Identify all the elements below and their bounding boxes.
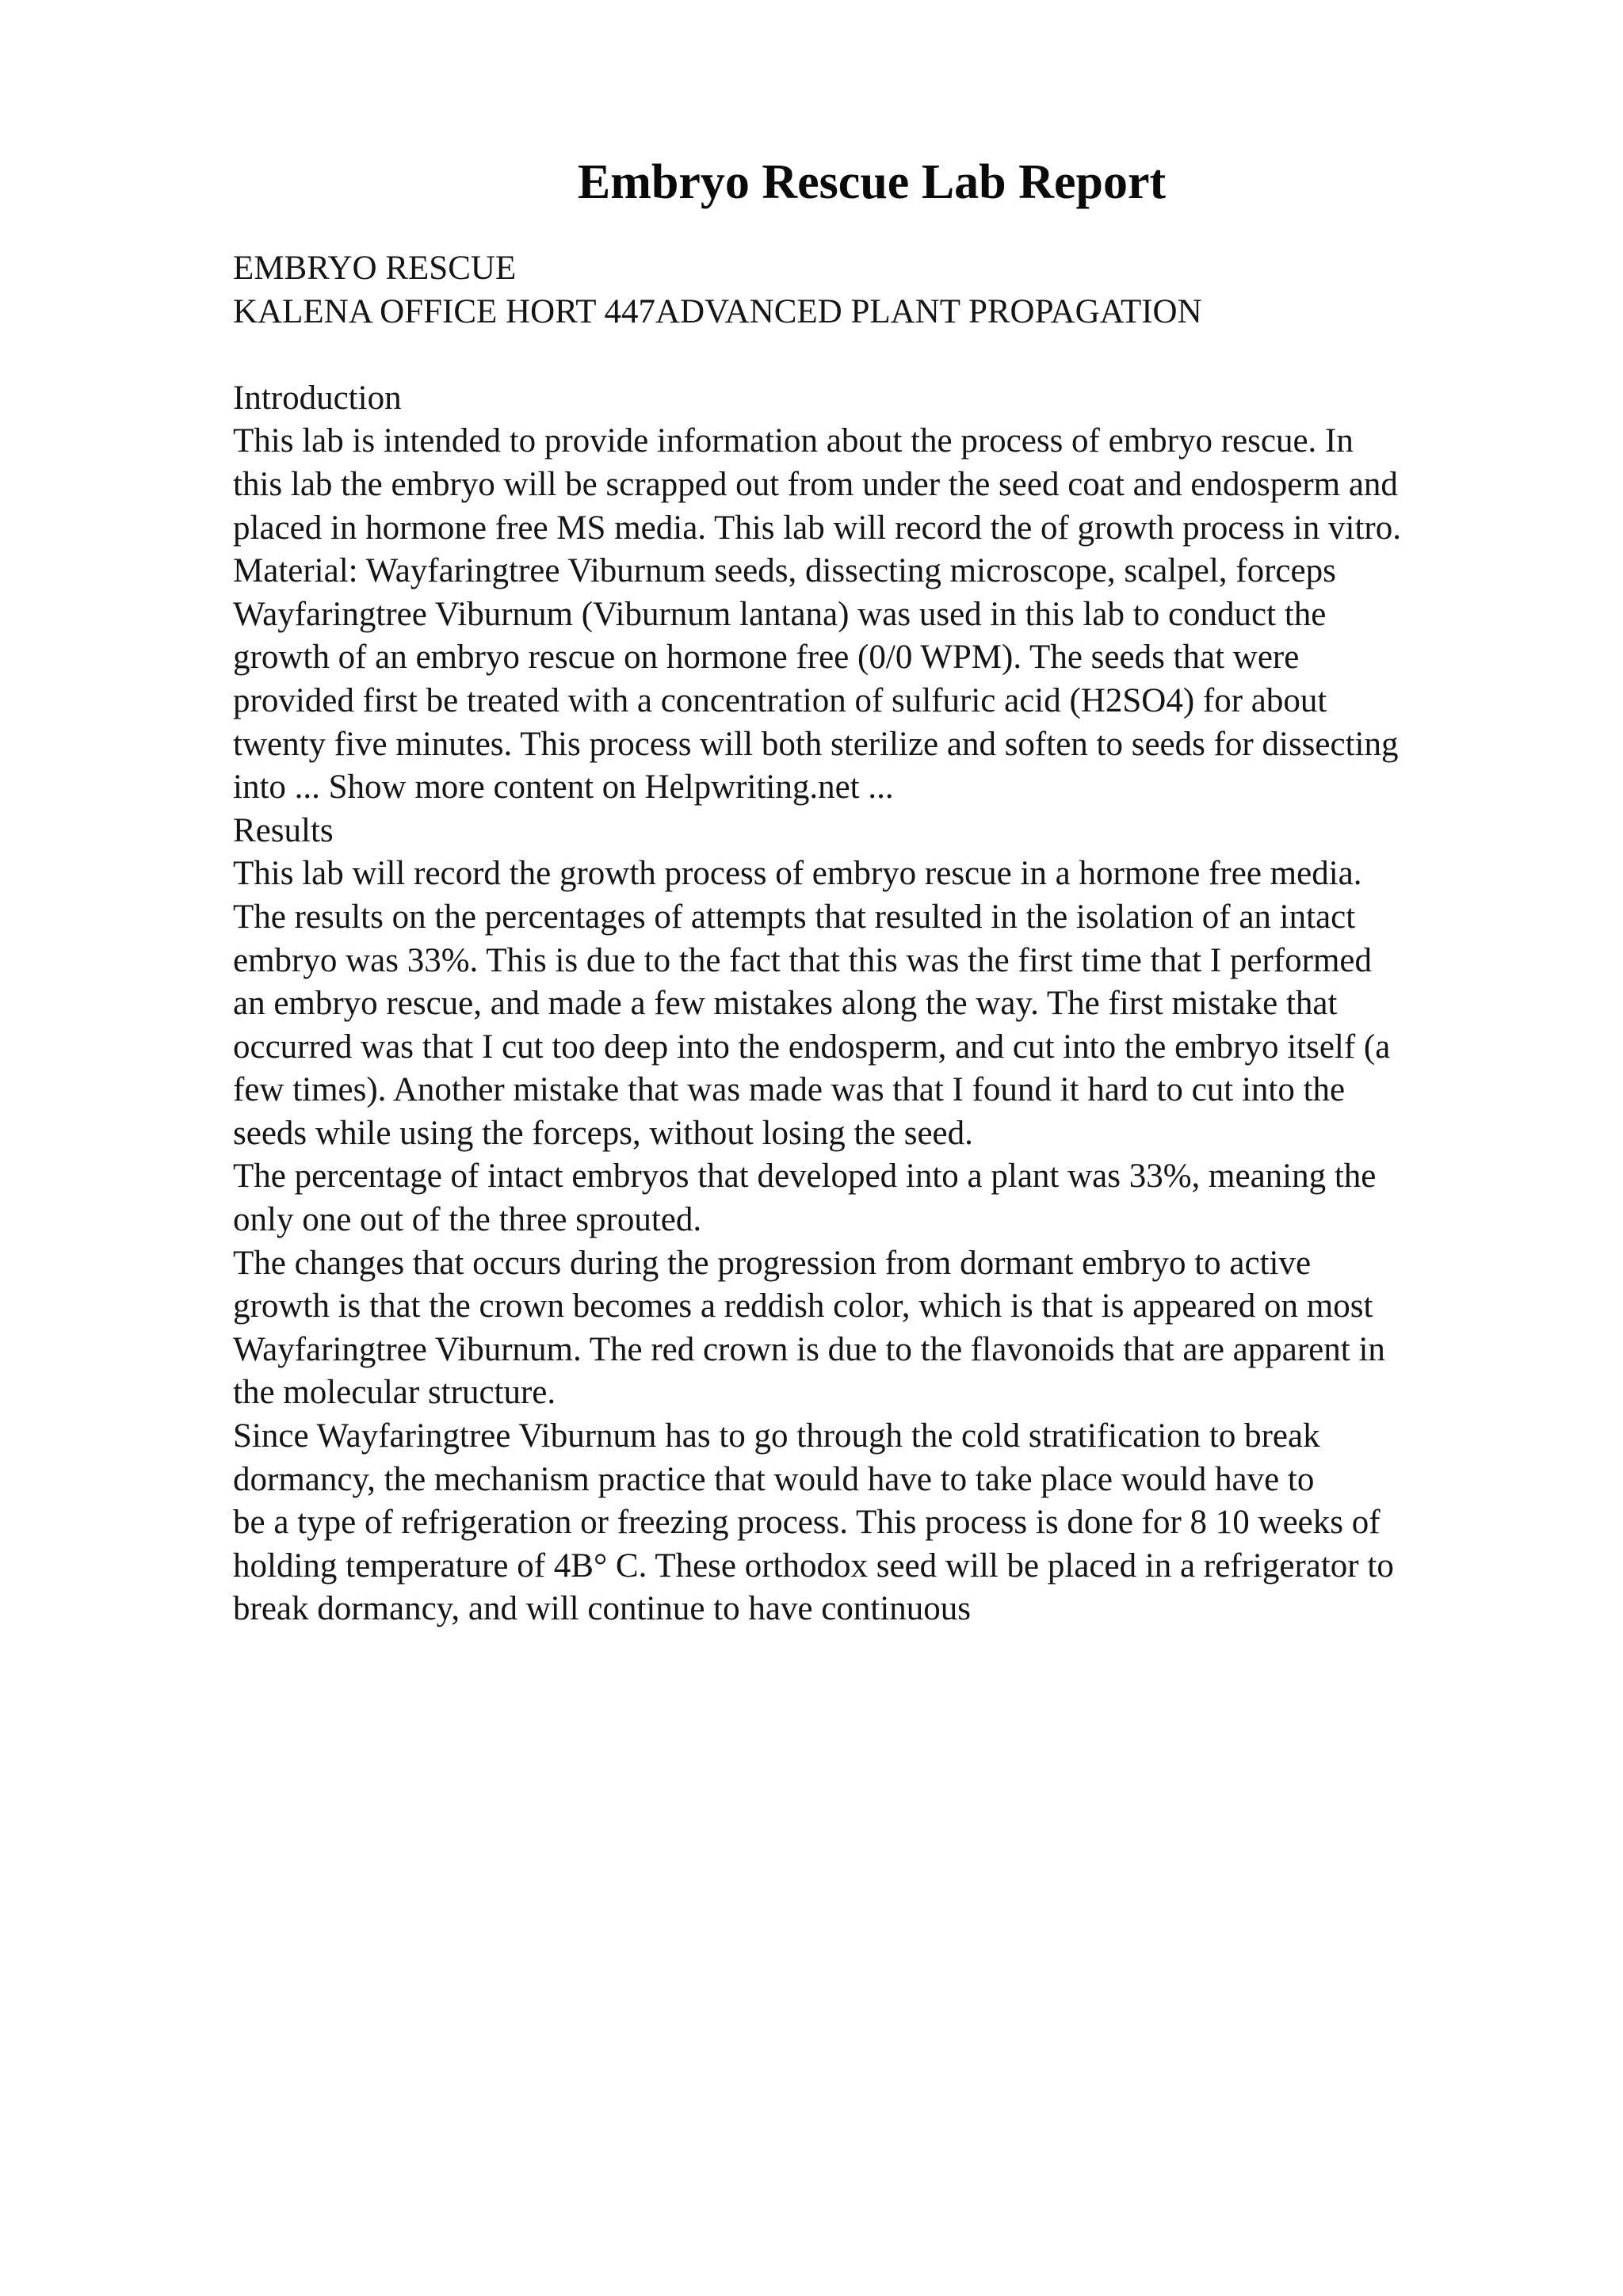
text-line: only one out of the three sprouted.: [233, 1201, 702, 1239]
text-line: embryo was 33%. This is due to the fact that this was the first time that I performed: [233, 941, 1372, 979]
text-line: The results on the percentages of attempts that resulted in the isolation of an intact: [233, 898, 1356, 936]
text-line: Since Wayfaringtree Viburnum has to go through the cold stratification to break: [233, 1417, 1320, 1455]
text-line: twenty five minutes. This process will both sterilize and soften to seeds for dissecting: [233, 725, 1399, 763]
text-line: few times). Another mistake that was made was that I found it hard to cut into the: [233, 1071, 1346, 1109]
section-heading-introduction: Introduction: [233, 379, 402, 417]
text-line: holding temperature of 4B° C. These orthodox seed will be placed in a refrigerator to: [233, 1547, 1394, 1585]
text-line: be a type of refrigeration or freezing process. This process is done for 8 10 weeks of: [233, 1504, 1381, 1542]
text-line: growth is that the crown becomes a reddish color, which is that is appeared on most: [233, 1287, 1373, 1325]
text-line: an embryo rescue, and made a few mistakes along the way. The first mistake that: [233, 985, 1338, 1023]
section-heading-results: Results: [233, 811, 334, 849]
header-line-course-info: KALENA OFFICE HORT 447ADVANCED PLANT PROPAGATION: [233, 292, 1202, 330]
text-line: this lab the embryo will be scrapped out from under the seed coat and endosperm and: [233, 465, 1398, 503]
header-line-course-title: EMBRYO RESCUE: [233, 250, 517, 287]
text-line: Material: Wayfaringtree Viburnum seeds, dissecting microscope, scalpel, forceps: [233, 552, 1336, 590]
text-line: placed in hormone free MS media. This lab will record the of growth process in vitro.: [233, 509, 1401, 547]
paragraph-gap: [233, 334, 1533, 377]
text-line: Wayfaringtree Viburnum. The red crown is due to the flavonoids that are apparent in: [233, 1330, 1385, 1368]
text-line: the molecular structure.: [233, 1374, 556, 1412]
text-line: The percentage of intact embryos that developed into a plant was 33%, meaning the: [233, 1158, 1377, 1196]
text-line: provided first be treated with a concentration of sulfuric acid (H2SO4) for about: [233, 681, 1327, 719]
text-line: occurred was that I cut too deep into the endosperm, and cut into the embryo itself (a: [233, 1028, 1391, 1066]
text-line: into ... Show more content on Helpwriting.net ...: [233, 769, 894, 807]
text-line: This lab will record the growth process of embryo rescue in a hormone free media.: [233, 855, 1362, 893]
text-line: This lab is intended to provide information about the process of embryo rescue. In: [233, 422, 1354, 460]
text-line: Wayfaringtree Viburnum (Viburnum lantana) was used in this lab to conduct the: [233, 595, 1327, 633]
document-body: [233, 247, 1533, 1631]
text-line: growth of an embryo rescue on hormone free (0/0 WPM). The seeds that were: [233, 639, 1300, 677]
text-line: seeds while using the forceps, without losing the seed.: [233, 1114, 973, 1152]
text-line: break dormancy, and will continue to have continuous: [233, 1590, 972, 1628]
text-line: dormancy, the mechanism practice that would have to take place would have to: [233, 1460, 1315, 1498]
text-line: The changes that occurs during the progression from dormant embryo to active: [233, 1244, 1312, 1282]
document-title: Embryo Rescue Lab Report: [577, 155, 1167, 209]
